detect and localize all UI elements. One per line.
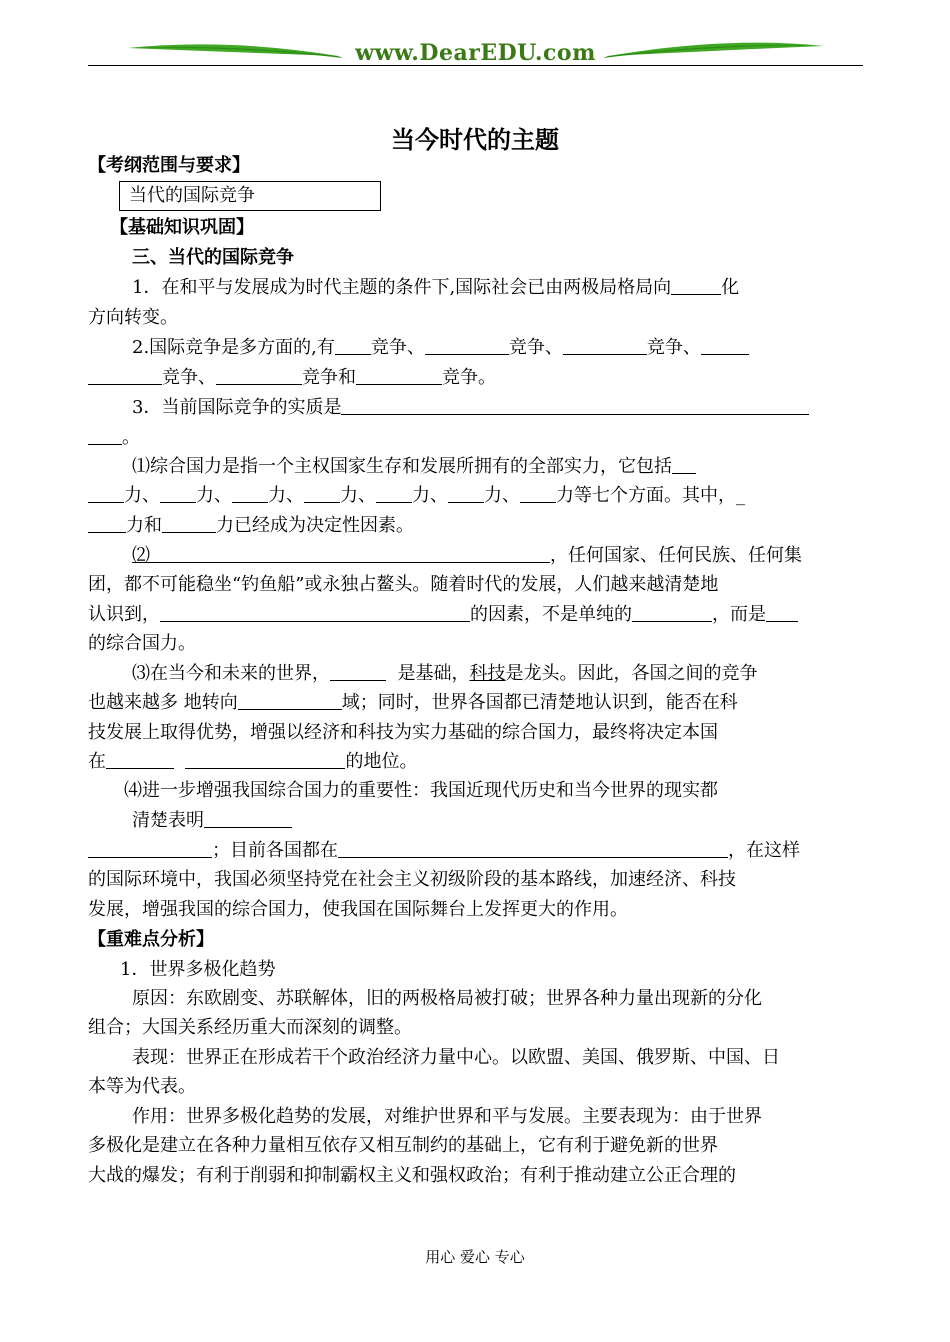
header-divider bbox=[88, 65, 863, 66]
paragraph-2-line-1: ⑵ ，任何国家、任何民族、任何集 bbox=[132, 545, 802, 566]
analysis-effect-line-3: 大战的爆发；有利于削弱和抑制霸权主义和强权政治；有利于推动建立公正合理的 bbox=[88, 1165, 736, 1186]
question-1-line-2: 方向转变。 bbox=[88, 307, 178, 328]
paragraph-2-line-4: 的综合国力。 bbox=[88, 633, 196, 654]
fill-blank[interactable] bbox=[106, 750, 174, 769]
section-requirements-heading: 【考纲范围与要求】 bbox=[88, 155, 250, 176]
analysis-show-line-1: 表现：世界正在形成若干个政治经济力量中心。以欧盟、美国、俄罗斯、中国、日 bbox=[132, 1047, 780, 1068]
analysis-show-line-2: 本等为代表。 bbox=[88, 1076, 196, 1097]
fill-blank[interactable] bbox=[88, 839, 212, 858]
fill-blank[interactable] bbox=[238, 691, 342, 710]
fill-blank[interactable] bbox=[232, 484, 268, 503]
paragraph-1-line-3: 力和 力已经成为决定性因素。 bbox=[88, 514, 414, 538]
paragraph-4-line-1: ⑷进一步增强我国综合国力的重要性：我国近现代历史和当今世界的现实都 bbox=[124, 780, 718, 801]
analysis-reason-line-2: 组合；大国关系经历重大而深刻的调整。 bbox=[88, 1017, 412, 1038]
paragraph-3-line-2: 也越来越多 地转向 域；同时，世界各国都已清楚地认识到，能否在科 bbox=[88, 692, 738, 713]
paragraph-1-line-1: ⑴综合国力是指一个主权国家生存和发展所拥有的全部实力，它包括 bbox=[132, 455, 696, 479]
paragraph-2-line-2: 团，都不可能稳坐“钓鱼船”或永独占鳌头。随着时代的发展，人们越来越清楚地 bbox=[88, 574, 719, 595]
fill-blank[interactable] bbox=[448, 484, 484, 503]
question-1-line-1: 1．在和平与发展成为时代主题的条件下,国际社会已由两极局格局向 化 bbox=[132, 277, 740, 298]
paragraph-4-line-4: 的国际环境中，我国必须坚持党在社会主义初级阶段的基本路线，加速经济、科技 bbox=[88, 869, 736, 890]
fill-blank[interactable] bbox=[563, 336, 647, 355]
paragraph-3-line-1: ⑶在当今和未来的世界， 是基础，科技是龙头。因此，各国之间的竞争 bbox=[132, 663, 758, 684]
fill-blank[interactable] bbox=[88, 514, 126, 533]
fill-blank[interactable] bbox=[356, 366, 442, 385]
paragraph-4-line-5: 发展，增强我国的综合国力，使我国在国际舞台上发挥更大的作用。 bbox=[88, 899, 628, 920]
page-footer: 用心 爱心 专心 bbox=[425, 1248, 525, 1266]
paragraph-2-line-3: 认识到， 的因素，不是单纯的 ，而是 bbox=[88, 603, 798, 627]
paragraph-3-line-4: 在 的地位。 bbox=[88, 751, 418, 772]
analysis-effect-line-1: 作用：世界多极化趋势的发展，对维护世界和平与发展。主要表现为：由于世界 bbox=[132, 1106, 762, 1127]
fill-blank[interactable] bbox=[520, 484, 556, 503]
fill-blank[interactable] bbox=[338, 839, 728, 858]
requirement-box bbox=[119, 181, 381, 211]
fill-blank[interactable] bbox=[162, 514, 216, 533]
section-basics-heading: 【基础知识巩固】 bbox=[110, 217, 254, 238]
analysis-reason-line-1: 原因：东欧剧变、苏联解体，旧的两极格局被打破；世界各种力量出现新的分化 bbox=[132, 988, 762, 1009]
fill-blank[interactable] bbox=[672, 455, 696, 474]
paragraph-4-line-3: ；目前各国都在 ，在这样 bbox=[88, 839, 800, 863]
site-logo-text: www.DearEDU.com bbox=[355, 40, 596, 66]
fill-blank[interactable] bbox=[341, 396, 809, 415]
paragraph-4-line-2: 清楚表明 bbox=[132, 809, 292, 833]
subsection-heading: 三、当代的国际竞争 bbox=[132, 247, 294, 268]
analysis-effect-line-2: 多极化是建立在各种力量相互依存又相互制约的基础上，它有利于避免新的世界 bbox=[88, 1135, 718, 1156]
fill-blank[interactable] bbox=[160, 603, 470, 622]
fill-blank[interactable] bbox=[88, 366, 162, 385]
fill-blank[interactable] bbox=[766, 603, 798, 622]
question-2-line-2: 竞争、 竞争和 竞争。 bbox=[88, 366, 496, 390]
fill-blank[interactable] bbox=[88, 484, 124, 503]
requirement-text: 当代的国际竞争 bbox=[129, 185, 255, 206]
fill-blank[interactable] bbox=[216, 366, 302, 385]
fill-blank[interactable] bbox=[204, 809, 292, 828]
fill-blank[interactable] bbox=[425, 336, 509, 355]
fill-blank[interactable] bbox=[671, 276, 721, 295]
analysis-heading: 1．世界多极化趋势 bbox=[120, 959, 276, 980]
question-3-line-2: 。 bbox=[88, 426, 140, 450]
fill-blank[interactable] bbox=[376, 484, 412, 503]
fill-blank[interactable] bbox=[185, 750, 345, 769]
page-title: 当今时代的主题 bbox=[391, 126, 559, 154]
fill-blank[interactable] bbox=[304, 484, 340, 503]
fill-blank[interactable] bbox=[330, 662, 386, 681]
section-analysis-heading: 【重难点分析】 bbox=[88, 929, 214, 950]
fill-blank[interactable] bbox=[150, 544, 550, 563]
question-2-line-1: 2.国际竞争是多方面的,有 竞争、 竞争、 竞争、 bbox=[132, 336, 749, 360]
fill-blank[interactable] bbox=[88, 426, 122, 445]
fill-blank[interactable] bbox=[160, 484, 196, 503]
paragraph-3-line-3: 技发展上取得优势，增强以经济和科技为实力基础的综合国力，最终将决定本国 bbox=[88, 722, 718, 743]
fill-blank[interactable] bbox=[335, 336, 371, 355]
question-3-line-1: 3．当前国际竞争的实质是 bbox=[132, 396, 809, 420]
fill-blank[interactable] bbox=[632, 603, 712, 622]
fill-blank[interactable] bbox=[701, 336, 749, 355]
paragraph-1-line-2: 力、 力、 力、 力、 力、 力、 力等七个方面。其中，_ bbox=[88, 484, 745, 508]
